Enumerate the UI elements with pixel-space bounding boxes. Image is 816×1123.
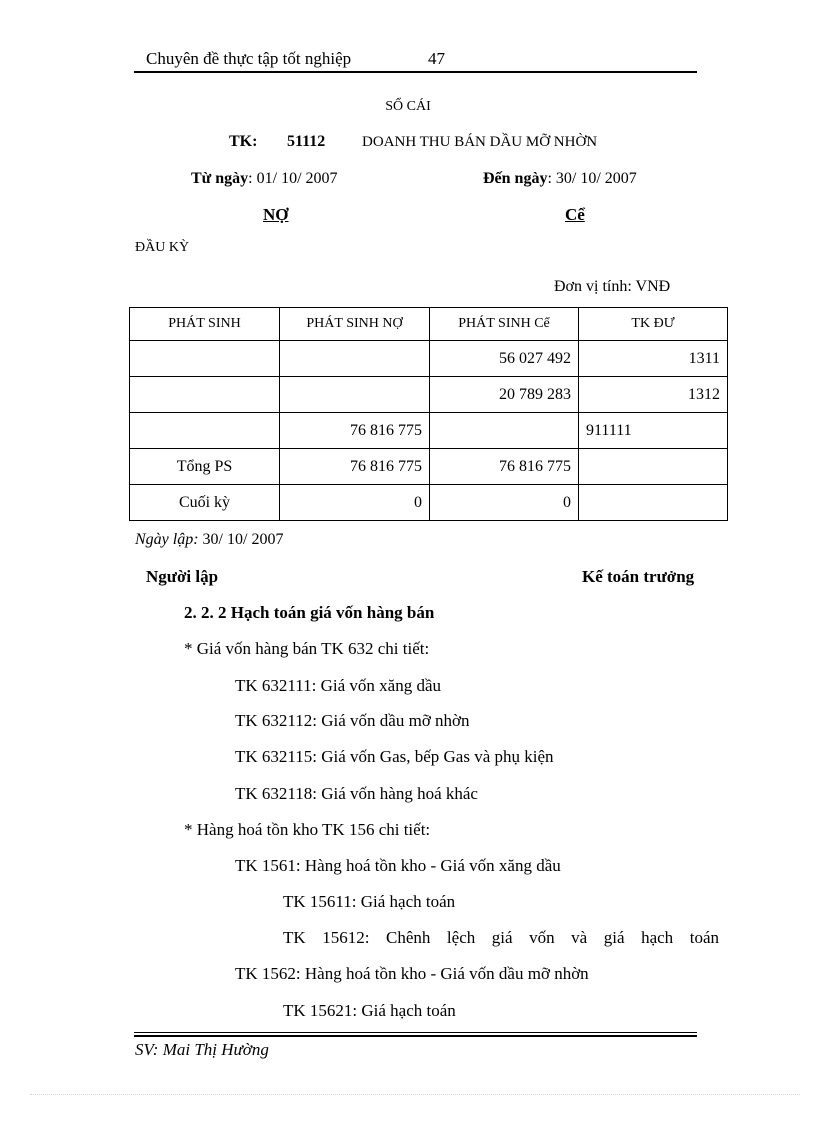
chief-accountant: Kế toán trưởng [582, 567, 695, 586]
table-cell: 0 [280, 485, 430, 521]
tk-name: DOANH THU BÁN DẦU MỠ NHỜN [362, 134, 598, 150]
list-item: TK 1561: Hàng hoá tồn kho - Giá vốn xăng dầu [235, 856, 561, 875]
tk-number: 51112 [287, 133, 326, 150]
unit-label: Đơn vị tính: VNĐ [554, 278, 671, 295]
list-item: TK 632115: Giá vốn Gas, bếp Gas và phụ kiện [235, 747, 554, 766]
ledger-title: SỔ CÁI [385, 99, 431, 114]
date-created [135, 531, 283, 549]
table-cell [430, 413, 579, 449]
tk-label: TK: [229, 133, 258, 150]
from-date [191, 170, 338, 188]
table-cell [130, 377, 280, 413]
list-item: TK 632118: Giá vốn hàng hoá khác [235, 784, 478, 803]
to-value: : 30/ 10/ 2007 [547, 170, 637, 187]
prepared-by: Người lập [146, 567, 219, 586]
credit-label: Cể [565, 205, 585, 224]
table-cell: 56 027 492 [430, 341, 579, 377]
table-cell: Tổng PS [130, 449, 280, 485]
list-item: TK 632111: Giá vốn xăng dầu [235, 676, 442, 695]
list-item: TK 15621: Giá hạch toán [283, 1001, 456, 1020]
table-cell [280, 341, 430, 377]
col-header: PHÁT SINH Cể [430, 308, 579, 341]
table-header-row [130, 308, 728, 341]
date-created-value: 30/ 10/ 2007 [198, 531, 284, 548]
list-item: TK 15612: Chênh lệch giá vốn và giá hạch toán [283, 928, 719, 947]
table-cell: 76 816 775 [280, 449, 430, 485]
opening-balance-label: ĐẦU KỲ [135, 240, 190, 255]
table-cell: 1312 [579, 377, 728, 413]
table-cell: 76 816 775 [430, 449, 579, 485]
table-cell [579, 485, 728, 521]
table-cell: 76 816 775 [280, 413, 430, 449]
table-cell: Cuối kỳ [130, 485, 280, 521]
section-title: 2. 2. 2 Hạch toán giá vốn hàng bán [184, 603, 435, 622]
footer-rule [134, 1032, 697, 1033]
table-cell: 0 [430, 485, 579, 521]
page-edge-divider [30, 1094, 800, 1095]
table-cell [579, 449, 728, 485]
table-cell: 1311 [579, 341, 728, 377]
table-row [130, 377, 728, 413]
date-created-label: Ngày lập: [135, 531, 199, 548]
cost-intro: * Giá vốn hàng bán TK 632 chi tiết: [184, 639, 430, 658]
to-label: Đến ngày [483, 170, 548, 187]
table-row [130, 341, 728, 377]
table-cell [280, 377, 430, 413]
header-title: Chuyên đề thực tập tốt nghiệp [146, 49, 352, 68]
table-cell [130, 413, 280, 449]
footer-rule-thick [134, 1035, 697, 1037]
col-header: PHÁT SINH [130, 308, 280, 341]
col-header: PHÁT SINH NỢ [280, 308, 430, 341]
to-date [483, 170, 637, 188]
list-item: TK 632112: Giá vốn dầu mỡ nhờn [235, 711, 470, 730]
list-item: TK 15611: Giá hạch toán [283, 892, 456, 911]
from-label: Từ ngày [191, 170, 249, 187]
table-row [130, 449, 728, 485]
header-rule [134, 71, 697, 73]
table-cell: 20 789 283 [430, 377, 579, 413]
col-header: TK ĐƯ [579, 308, 728, 341]
table-row [130, 413, 728, 449]
from-value: : 01/ 10/ 2007 [248, 170, 338, 187]
page-number: 47 [428, 49, 445, 68]
table-cell [130, 341, 280, 377]
table-row [130, 485, 728, 521]
debit-label: NỢ [263, 205, 289, 224]
student-name: SV: Mai Thị Hường [135, 1040, 269, 1059]
inventory-intro: * Hàng hoá tồn kho TK 156 chi tiết: [184, 820, 431, 839]
table-cell: 911111 [579, 413, 728, 449]
list-item: TK 1562: Hàng hoá tồn kho - Giá vốn dầu mỡ nhờn [235, 964, 589, 983]
ledger-table [129, 307, 728, 521]
